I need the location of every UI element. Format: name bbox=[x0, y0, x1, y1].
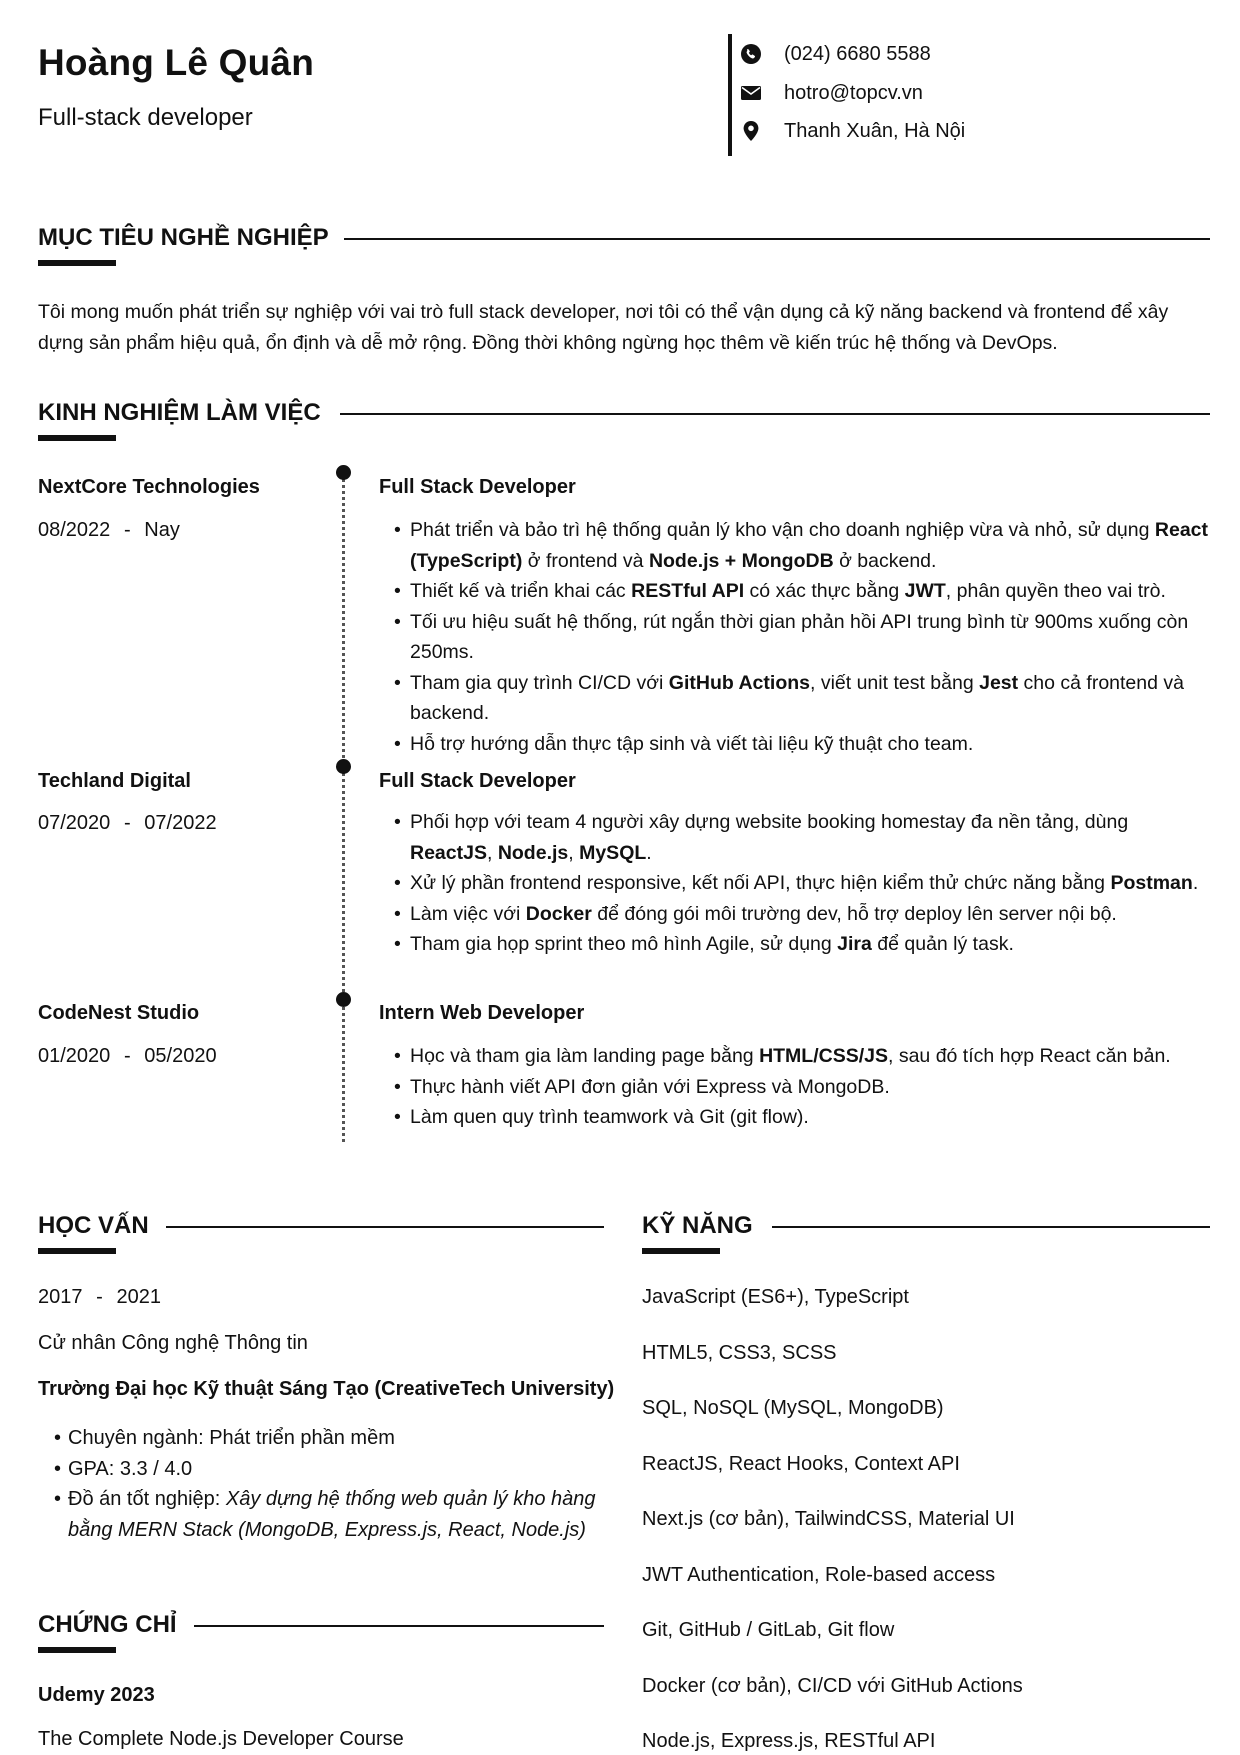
heading-underline bbox=[38, 1248, 116, 1254]
bullet-item: • Hỗ trợ hướng dẫn thực tập sinh và viết tài liệu kỹ thuật cho team. bbox=[394, 729, 1209, 760]
skill-item: Node.js, Express.js, RESTful API bbox=[642, 1730, 936, 1752]
bullet-item: • Tham gia họp sprint theo mô hình Agile, sử dụng Jira để quản lý task. bbox=[394, 929, 1209, 960]
contact-location-text: Thanh Xuân, Hà Nội bbox=[784, 119, 966, 142]
timeline-dot bbox=[336, 465, 351, 480]
section-title: KINH NGHIỆM LÀM VIỆC bbox=[38, 399, 321, 426]
heading-rule bbox=[772, 1226, 1210, 1228]
contact-block bbox=[728, 34, 1208, 156]
education-school: Trường Đại học Kỹ thuật Sáng Tạo (CreativeTech University) bbox=[38, 1378, 615, 1400]
section-skills-heading bbox=[642, 1212, 1210, 1262]
bullet-item: • Phối hợp với team 4 người xây dựng website booking homestay đa nền tảng, dùng ReactJS, Node.js, MySQL. bbox=[394, 807, 1209, 868]
bullet-item: • Xử lý phần frontend responsive, kết nối API, thực hiện kiểm thử chức năng bằng Postman. bbox=[394, 868, 1209, 899]
section-title: KỸ NĂNG bbox=[642, 1212, 753, 1239]
bullet-item: • Làm quen quy trình teamwork và Git (git flow). bbox=[394, 1102, 1209, 1133]
heading-underline bbox=[38, 435, 116, 441]
education-end: 2021 bbox=[116, 1286, 161, 1308]
certificate-name: The Complete Node.js Developer Course bbox=[38, 1728, 404, 1750]
phone-icon bbox=[740, 43, 762, 65]
objective-text: Tôi mong muốn phát triển sự nghiệp với vai trò full stack developer, nơi tôi có thể vận dụng cả kỹ năng backend và frontend để xây dựng sản phẩm hiệu quả, ổn định và dễ mở rộng. Đồng thời không ngừng học thêm về kiến trúc hệ thống và DevOps. bbox=[38, 301, 1169, 354]
job-start: 07/2020 bbox=[38, 812, 111, 834]
heading-underline bbox=[38, 260, 116, 266]
job-title: Intern Web Developer bbox=[379, 1002, 585, 1024]
section-title: HỌC VẤN bbox=[38, 1212, 149, 1239]
candidate-role: Full-stack developer bbox=[38, 104, 253, 131]
heading-underline bbox=[642, 1248, 720, 1254]
heading-rule bbox=[194, 1625, 604, 1627]
job-dates bbox=[38, 1045, 217, 1068]
job-end: Nay bbox=[144, 519, 180, 541]
section-certificates-heading bbox=[38, 1611, 604, 1661]
timeline-line bbox=[342, 472, 345, 1142]
skill-item: JWT Authentication, Role-based access bbox=[642, 1564, 996, 1586]
job-title: Full Stack Developer bbox=[379, 476, 576, 498]
job-company: CodeNest Studio bbox=[38, 1002, 200, 1024]
skill-item: Next.js (cơ bản), TailwindCSS, Material UI bbox=[642, 1508, 1015, 1530]
candidate-name: Hoàng Lê Quân bbox=[38, 42, 314, 83]
job-dates bbox=[38, 519, 180, 542]
bullet-item: • Học và tham gia làm landing page bằng HTML/CSS/JS, sau đó tích hợp React căn bản. bbox=[394, 1041, 1209, 1072]
section-experience-heading bbox=[38, 399, 1210, 449]
job-bullets bbox=[394, 515, 1209, 759]
job-end: 07/2022 bbox=[144, 812, 217, 834]
education-degree: Cử nhân Công nghệ Thông tin bbox=[38, 1332, 308, 1354]
education-start: 2017 bbox=[38, 1286, 83, 1308]
bullet-item: • Đồ án tốt nghiệp: Xây dựng hệ thống web quản lý kho hàng bằng MERN Stack (MongoDB, Express.js, React, Node.js) bbox=[54, 1484, 614, 1545]
date-separator: - bbox=[123, 812, 131, 834]
skill-item: ReactJS, React Hooks, Context API bbox=[642, 1453, 960, 1475]
bullet-item: • Làm việc với Docker để đóng gói môi trường dev, hỗ trợ deploy lên server nội bộ. bbox=[394, 899, 1209, 930]
job-bullets bbox=[394, 1041, 1209, 1133]
certificate-org: Udemy 2023 bbox=[38, 1684, 155, 1706]
contact-email-text: hotro@topcv.vn bbox=[784, 81, 923, 104]
section-title: CHỨNG CHỈ bbox=[38, 1611, 177, 1638]
bullet-item: • Tối ưu hiệu suất hệ thống, rút ngắn thời gian phản hồi API trung bình từ 900ms xuống còn 250ms. bbox=[394, 607, 1209, 668]
skill-item: HTML5, CSS3, SCSS bbox=[642, 1342, 837, 1364]
job-company: NextCore Technologies bbox=[38, 476, 260, 498]
timeline-dot bbox=[336, 992, 351, 1007]
mail-icon bbox=[740, 82, 762, 104]
date-separator: - bbox=[123, 519, 131, 541]
bullet-item: • Chuyên ngành: Phát triển phần mềm bbox=[54, 1423, 614, 1454]
location-pin-icon bbox=[740, 120, 762, 142]
heading-rule bbox=[166, 1226, 604, 1228]
job-start: 08/2022 bbox=[38, 519, 111, 541]
job-bullets bbox=[394, 807, 1209, 960]
section-title: MỤC TIÊU NGHỀ NGHIỆP bbox=[38, 224, 329, 251]
job-title: Full Stack Developer bbox=[379, 770, 576, 792]
contact-phone-text: (024) 6680 5588 bbox=[784, 42, 931, 65]
heading-rule bbox=[344, 238, 1210, 240]
education-bullets bbox=[54, 1423, 614, 1545]
skill-item: SQL, NoSQL (MySQL, MongoDB) bbox=[642, 1397, 944, 1419]
heading-underline bbox=[38, 1647, 116, 1653]
bullet-item: • Phát triển và bảo trì hệ thống quản lý kho vận cho doanh nghiệp vừa và nhỏ, sử dụng React (TypeScript) ở frontend và Node.js + MongoDB ở backend. bbox=[394, 515, 1209, 576]
skill-item: JavaScript (ES6+), TypeScript bbox=[642, 1286, 909, 1308]
education-years bbox=[38, 1286, 161, 1309]
section-objective-heading bbox=[38, 224, 1210, 274]
date-separator: - bbox=[123, 1045, 131, 1067]
heading-rule bbox=[340, 413, 1210, 415]
timeline-dot bbox=[336, 759, 351, 774]
bullet-item: • Thiết kế và triển khai các RESTful API có xác thực bằng JWT, phân quyền theo vai trò. bbox=[394, 576, 1209, 607]
skill-item: Git, GitHub / GitLab, Git flow bbox=[642, 1619, 895, 1641]
bullet-item: • Thực hành viết API đơn giản với Express và MongoDB. bbox=[394, 1072, 1209, 1103]
job-end: 05/2020 bbox=[144, 1045, 217, 1067]
skill-item: Docker (cơ bản), CI/CD với GitHub Actions bbox=[642, 1675, 1023, 1697]
job-start: 01/2020 bbox=[38, 1045, 111, 1067]
bullet-item: • Tham gia quy trình CI/CD với GitHub Actions, viết unit test bằng Jest cho cả frontend và backend. bbox=[394, 668, 1209, 729]
section-education-heading bbox=[38, 1212, 604, 1262]
bullet-item: • GPA: 3.3 / 4.0 bbox=[54, 1454, 614, 1485]
job-dates bbox=[38, 812, 217, 835]
job-company: Techland Digital bbox=[38, 770, 191, 792]
date-separator: - bbox=[96, 1286, 103, 1308]
